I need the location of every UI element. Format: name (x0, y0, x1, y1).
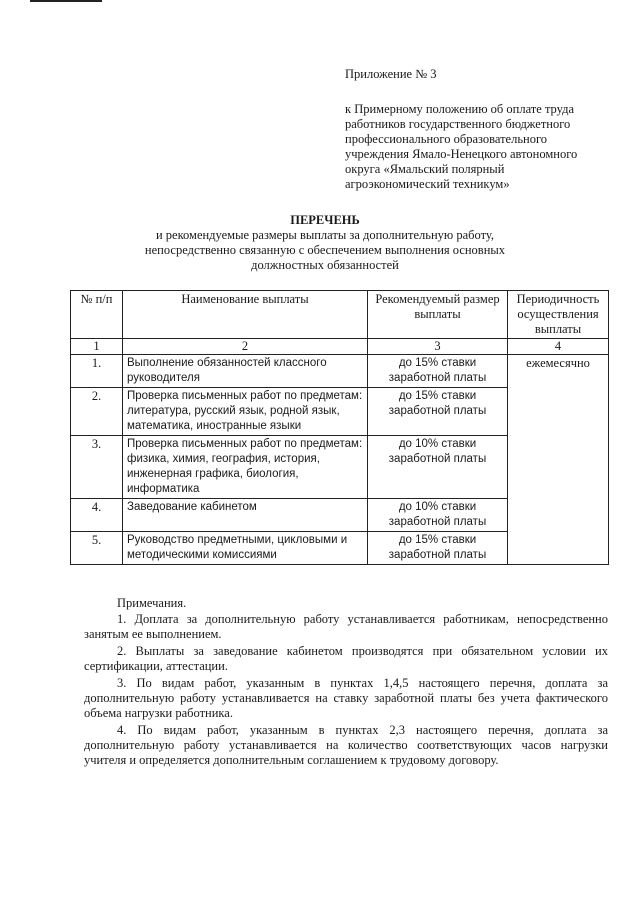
heading-line: непосредственно связанную с обеспечением выполнения основных (144, 243, 506, 257)
header-size: Рекомендуемый размер выплаты (368, 291, 508, 339)
payments-table (70, 290, 609, 565)
row-size: до 10% ставки заработной платы (368, 436, 508, 499)
notes-title: Примечания. (117, 596, 187, 610)
appendix-line: агроэкономический техникум» (345, 177, 510, 191)
column-number: 2 (123, 339, 368, 355)
header-number: № п/п (71, 291, 123, 339)
table-row (71, 355, 609, 388)
appendix-line: учреждения Ямало-Ненецкого автономного (345, 147, 578, 161)
note-item: 4. По видам работ, указанным в пунктах 2,3 настоящего перечня, доплата за дополнительную работу устанавливается на количество соответствующих часов нагрузки учителя и определяется дополнительным соглашением к трудовому договору. (84, 723, 608, 767)
row-number: 4. (71, 499, 123, 532)
row-number: 3. (71, 436, 123, 499)
note-item: 2. Выплаты за заведование кабинетом производятся при обязательном условии их сертификации, аттестации. (84, 644, 608, 673)
row-size: до 15% ставки заработной платы (368, 388, 508, 436)
heading-title: ПЕРЕЧЕНЬ (290, 213, 360, 227)
row-number: 1. (71, 355, 123, 388)
row-name: Выполнение обязанностей классного руководителя (123, 355, 368, 388)
appendix-line: округа «Ямальский полярный (345, 162, 505, 176)
table-header-row (71, 291, 609, 339)
appendix-line: профессионального образовательного (345, 132, 548, 146)
row-name: Заведование кабинетом (123, 499, 368, 532)
column-number: 1 (71, 339, 123, 355)
row-name: Проверка письменных работ по предметам: литература, русский язык, родной язык, математика, иностранные языки (123, 388, 368, 436)
header-name: Наименование выплаты (123, 291, 368, 339)
row-number: 2. (71, 388, 123, 436)
periodicity-cell: ежемесячно (508, 355, 609, 565)
appendix-line: работников государственного бюджетного (345, 117, 571, 131)
appendix-title: Приложение № 3 (345, 67, 437, 81)
appendix-block (345, 67, 615, 192)
row-size: до 10% ставки заработной платы (368, 499, 508, 532)
row-size: до 15% ставки заработной платы (368, 532, 508, 565)
row-number: 5. (71, 532, 123, 565)
appendix-line: к Примерному положению об оплате труда (345, 102, 575, 116)
row-name: Руководство предметными, цикловыми и методическими комиссиями (123, 532, 368, 565)
column-numbers-row (71, 339, 609, 355)
top-edge-line (30, 0, 102, 2)
notes-block (84, 596, 608, 770)
document-heading (80, 213, 570, 273)
row-name: Проверка письменных работ по предметам: физика, химия, география, история, инженерная графика, биология, информатика (123, 436, 368, 499)
note-item: 3. По видам работ, указанным в пунктах 1,4,5 настоящего перечня, доплата за дополнительную работу устанавливается на ставку заработной платы без учета фактического объема нагрузки работника. (84, 676, 608, 720)
column-number: 3 (368, 339, 508, 355)
heading-line: должностных обязанностей (251, 258, 399, 272)
heading-line: и рекомендуемые размеры выплаты за дополнительную работу, (155, 228, 495, 242)
row-size: до 15% ставки заработной платы (368, 355, 508, 388)
column-number: 4 (508, 339, 609, 355)
note-item: 1. Доплата за дополнительную работу устанавливается работникам, непосредственно занятым ее выполнением. (84, 612, 608, 641)
header-periodicity: Периодичность осуществления выплаты (508, 291, 609, 339)
